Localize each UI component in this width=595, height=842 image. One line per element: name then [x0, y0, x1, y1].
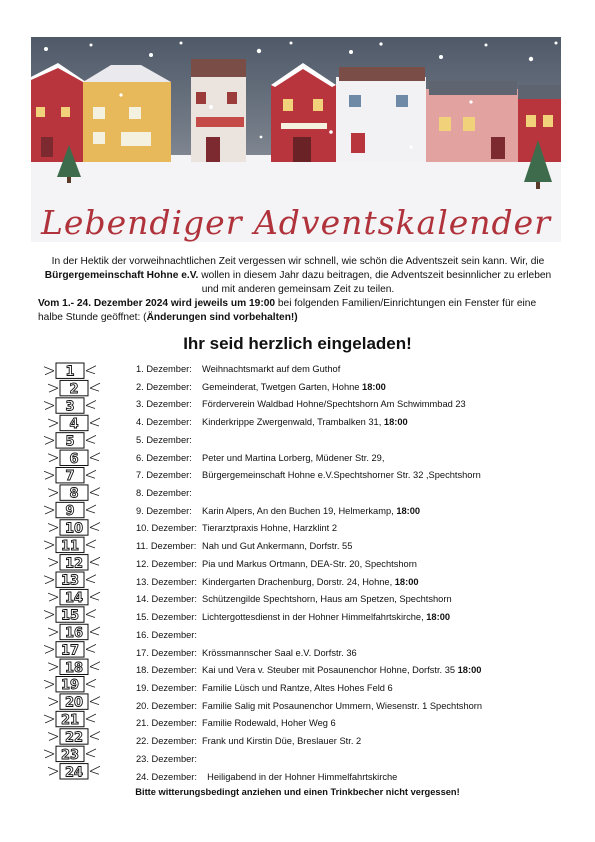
branch-doodle — [44, 645, 54, 653]
calendar-entry — [136, 769, 566, 787]
branch-doodle — [48, 593, 58, 601]
branch-doodle — [86, 401, 96, 409]
calendar-entry — [136, 698, 566, 716]
tower-box — [48, 415, 100, 432]
intro-text-part: In der Hektik der vorweihnachtlichen Zeit vergessen wir schnell, wie schön die Adventszeit sein kann. Wir, die — [51, 256, 545, 267]
tower-box — [44, 642, 96, 659]
entry-date: 2. Dezember: — [136, 381, 192, 392]
branch-doodle — [90, 592, 100, 600]
entry-date: 8. Dezember: — [136, 488, 192, 499]
branch-doodle — [86, 679, 96, 687]
tower-box — [44, 677, 96, 694]
tower-box — [48, 520, 100, 537]
calendar-entry — [136, 379, 566, 397]
box-number: 13 — [60, 573, 80, 589]
box-number: 15 — [60, 608, 80, 624]
entry-date: 10. Dezember: — [136, 523, 197, 534]
box-number: 14 — [64, 591, 84, 607]
calendar-entry — [136, 591, 566, 609]
branch-doodle — [48, 732, 58, 740]
banner-title: Lebendiger Adventskalender — [41, 203, 551, 242]
entry-date: 18. Dezember: — [136, 665, 197, 676]
branch-doodle — [48, 489, 58, 497]
calendar-entry — [136, 538, 566, 556]
entry-date: 6. Dezember: — [136, 452, 192, 463]
branch-doodle — [86, 644, 96, 652]
branch-doodle — [86, 470, 96, 478]
organisation-name: Bürgergemeinschaft Hohne e.V. — [44, 270, 199, 281]
box-number: 11 — [60, 538, 80, 554]
branch-doodle — [90, 697, 100, 705]
advent-banner — [31, 37, 561, 242]
tower-box — [48, 555, 100, 572]
tower-box — [48, 485, 100, 502]
branch-doodle — [90, 383, 100, 391]
tower-box — [44, 363, 96, 380]
entry-host: Lichtergottesdienst in der Hohner Himmelfahrtskirche, — [202, 612, 427, 623]
entry-time: 18:00 — [383, 417, 408, 428]
entry-time: 18:00 — [394, 576, 419, 587]
tower-box — [44, 572, 96, 589]
entry-host: Kinderkrippe Zwergenwald, Trambalken 31, — [202, 417, 384, 428]
entry-host: Nah und Gut Ankermann, Dorfstr. 55 — [202, 541, 353, 552]
branch-doodle — [86, 366, 96, 374]
calendar-entry — [136, 627, 566, 645]
calendar-entry — [136, 645, 566, 663]
calendar-entry — [136, 503, 566, 521]
entry-date: 17. Dezember: — [136, 647, 197, 658]
footer-note: Bitte witterungsbedingt anziehen und einen Trinkbecher nicht vergessen! — [135, 787, 460, 797]
branch-doodle — [86, 435, 96, 443]
numbered-boxes-tower — [40, 362, 105, 780]
box-number: 21 — [60, 713, 80, 729]
tower-box — [44, 711, 96, 728]
entry-date: 12. Dezember: — [136, 558, 197, 569]
entry-host: Förderverein Waldbad Hohne/Spechtshorn Am Schwimmbad 23 — [202, 399, 466, 410]
dates-text: bei folgenden Familien/Einrichtungen ein Fenster für eine halbe Stunde geöffnet: ( — [38, 298, 537, 323]
box-number: 8 — [69, 486, 79, 502]
entry-host: Bürgergemeinschaft Hohne e.V.Spechtshorner Str. 32 ,Spechtshorn — [202, 470, 481, 481]
branch-doodle — [48, 628, 58, 636]
entry-date: 21. Dezember: — [136, 718, 197, 729]
branch-doodle — [90, 557, 100, 565]
branch-doodle — [44, 576, 54, 584]
calendar-entry — [136, 467, 566, 485]
entry-host: Krössmannscher Saal e.V. Dorfstr. 36 — [202, 647, 357, 658]
branch-doodle — [90, 522, 100, 530]
box-number: 2 — [69, 382, 79, 398]
entry-date: 9. Dezember: — [136, 505, 192, 516]
entry-date: 23. Dezember: — [136, 753, 197, 764]
entry-host: Gemeinderat, Twetgen Garten, Hohne — [202, 381, 363, 392]
entry-host: Familie Rodewald, Hoher Weg 6 — [202, 718, 336, 729]
branch-doodle — [90, 418, 100, 426]
entry-date: 20. Dezember: — [136, 700, 197, 711]
branch-doodle — [48, 558, 58, 566]
box-number: 6 — [69, 451, 79, 467]
entry-date: 22. Dezember: — [136, 736, 197, 747]
invitation-heading: Ihr seid herzlich eingeladen! — [183, 334, 412, 353]
branch-doodle — [44, 541, 54, 549]
branch-doodle — [48, 454, 58, 462]
entry-time: 18:00 — [396, 505, 421, 516]
entry-host: Kindergarten Drachenburg, Dorstr. 24, Hohne, — [202, 576, 395, 587]
tower-box — [48, 729, 100, 746]
entry-date: 19. Dezember: — [136, 682, 197, 693]
entry-host: Familie Salig mit Posaunenchor Ummern, Wiesenstr. 1 Spechtshorn — [202, 700, 483, 711]
box-number: 19 — [60, 678, 80, 694]
box-number: 16 — [64, 625, 84, 641]
tower-box — [44, 468, 96, 485]
calendar-entry — [136, 485, 566, 503]
branch-doodle — [44, 715, 54, 723]
box-number: 9 — [65, 504, 75, 520]
calendar-entry — [136, 520, 566, 538]
calendar-list — [136, 361, 566, 786]
dates-paragraph — [38, 297, 558, 325]
branch-doodle — [86, 505, 96, 513]
calendar-entry — [136, 680, 566, 698]
intro-paragraph — [38, 255, 558, 297]
entry-host: Weihnachtsmarkt auf dem Gutho​f — [202, 364, 341, 374]
calendar-entry — [136, 751, 566, 769]
branch-doodle — [90, 627, 100, 635]
calendar-entry — [136, 556, 566, 574]
box-number: 24 — [64, 765, 84, 780]
branch-doodle — [90, 662, 100, 670]
entry-host: Karin Alpers, An den Buchen 19, Helmerkamp, — [202, 505, 397, 516]
box-number: 1 — [65, 364, 75, 380]
entry-date: 3. Dezember: — [136, 399, 192, 410]
tower-box — [48, 380, 100, 397]
calendar-entry — [136, 396, 566, 414]
entry-date: 1. Dezember: — [136, 364, 192, 374]
box-number: 23 — [60, 747, 80, 763]
tower-box — [44, 537, 96, 554]
branch-doodle — [86, 749, 96, 757]
box-number: 3 — [65, 399, 75, 415]
entry-host: Familie Lüsch und Rantze, Altes Hohes Feld 6 — [202, 682, 393, 693]
calendar-entry — [136, 432, 566, 450]
branch-doodle — [44, 506, 54, 514]
entry-date: 7. Dezember: — [136, 470, 192, 481]
entry-date: 24. Dezember: — [136, 771, 197, 782]
box-number: 20 — [64, 695, 84, 711]
tower-box — [48, 694, 100, 711]
entry-host: Tierarztpraxis Hohne, Harzklint 2 — [202, 523, 338, 534]
branch-doodle — [90, 453, 100, 461]
tower-box — [44, 746, 96, 763]
entry-host: Kai und Vera v. Steuber mit Posaunenchor Hohne, Dorfstr. 35 — [202, 665, 458, 676]
branch-doodle — [44, 611, 54, 619]
box-number: 5 — [65, 434, 75, 450]
tower-box — [44, 502, 96, 519]
branch-doodle — [48, 767, 58, 775]
calendar-entry — [136, 574, 566, 592]
entry-date: 4. Dezember: — [136, 417, 192, 428]
branch-doodle — [86, 610, 96, 618]
entry-host: Frank und Kirstin Düe, Breslauer Str. 2 — [202, 736, 362, 747]
tower-box — [44, 607, 96, 624]
tower-box — [48, 589, 100, 606]
entry-time: 18:00 — [362, 381, 386, 392]
calendar-entry — [136, 733, 566, 751]
entry-time: 18:00 — [426, 612, 451, 623]
tower-box — [44, 398, 96, 415]
branch-doodle — [44, 436, 54, 444]
branch-doodle — [44, 367, 54, 375]
tower-box — [48, 450, 100, 467]
tower-box — [48, 764, 100, 780]
branch-doodle — [44, 402, 54, 410]
branch-doodle — [90, 766, 100, 774]
branch-doodle — [86, 714, 96, 722]
calendar-entry — [136, 609, 566, 627]
box-number: 12 — [64, 556, 84, 572]
branch-doodle — [48, 419, 58, 427]
dates-bold: Vom 1.- 24. Dezember 2024 wird jeweils um 19:00 — [38, 298, 276, 309]
calendar-entry — [136, 662, 566, 680]
branch-doodle — [86, 540, 96, 548]
entry-host: Pia und Markus Ortmann, DEA-Str. 20, Spechtshorn — [202, 558, 417, 569]
calendar-entry — [136, 361, 566, 379]
branch-doodle — [48, 384, 58, 392]
entry-date: 16. Dezember: — [136, 629, 197, 640]
box-number: 17 — [60, 643, 80, 659]
branch-doodle — [48, 698, 58, 706]
intro-text-part: wollen in diesem Jahr dazu beitragen, die Adventszeit besinnlicher zu erleben und mit anderen gemeinsam Zeit zu teilen. — [198, 270, 552, 295]
calendar-entry — [136, 414, 566, 432]
entry-date: 13. Dezember: — [136, 576, 197, 587]
box-number: 10 — [64, 521, 84, 537]
tower-box — [44, 433, 96, 450]
box-number: 22 — [64, 730, 84, 746]
branch-doodle — [44, 471, 54, 479]
branch-doodle — [48, 523, 58, 531]
box-number: 18 — [64, 660, 84, 676]
entry-host: Peter und Martina Lorberg, Müdener Str. 29, — [202, 452, 385, 463]
tower-box — [48, 659, 100, 676]
entry-date: 15. Dezember: — [136, 612, 197, 623]
calendar-entry — [136, 715, 566, 733]
entry-time: 18:00 — [457, 665, 482, 676]
changes-note: Änderungen sind vorbehalten!) — [146, 312, 298, 323]
branch-doodle — [90, 731, 100, 739]
house-row — [31, 59, 561, 162]
box-number: 4 — [69, 416, 79, 432]
tower-box — [48, 624, 100, 641]
entry-host: Schützengilde Spechtshorn, Haus am Spetzen, Spechtshorn — [202, 594, 452, 605]
branch-doodle — [44, 750, 54, 758]
entry-date: 11. Dezember: — [136, 541, 197, 552]
branch-doodle — [90, 488, 100, 496]
entry-date: 5. Dezember: — [136, 434, 192, 445]
entry-host: Heiligabend in der Hohner Himmelfahrtskirche — [202, 771, 398, 782]
entry-date: 14. Dezember: — [136, 594, 197, 605]
calendar-entry — [136, 450, 566, 468]
branch-doodle — [86, 575, 96, 583]
branch-doodle — [44, 680, 54, 688]
branch-doodle — [48, 663, 58, 671]
intro-text — [38, 255, 558, 325]
box-number: 7 — [65, 469, 75, 485]
